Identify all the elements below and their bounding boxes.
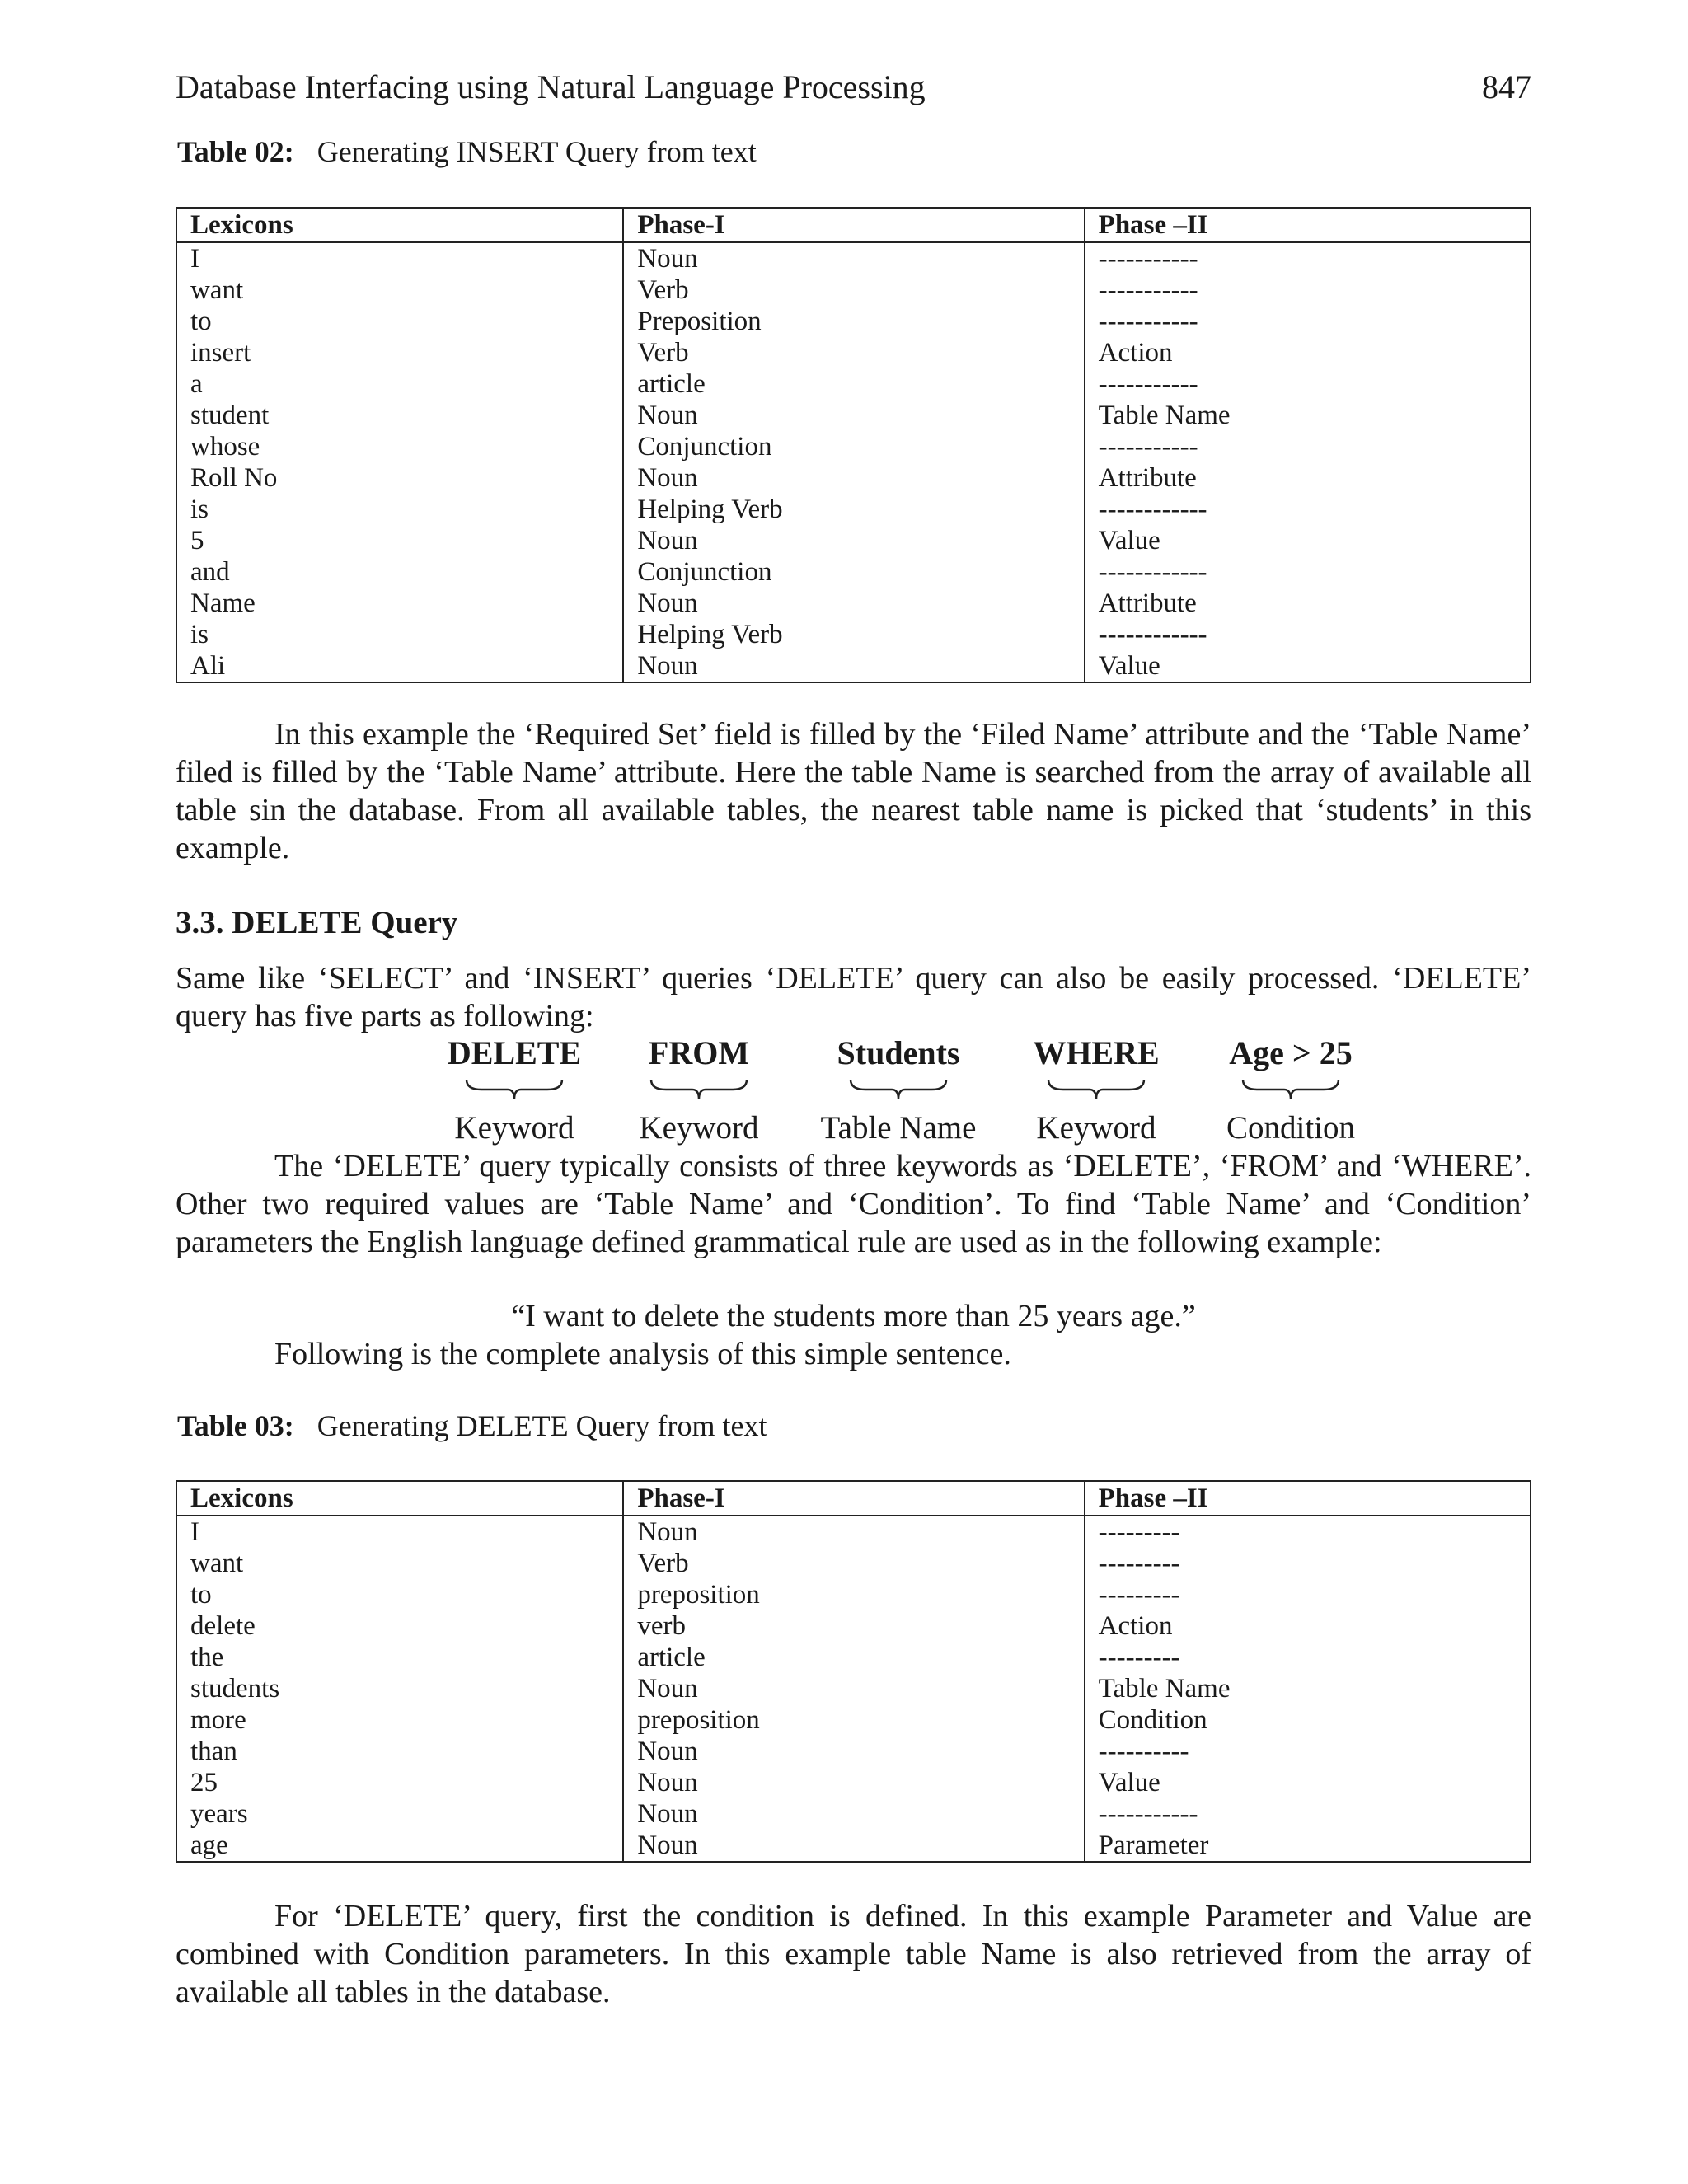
- table03-label: Table 03:: [177, 1409, 294, 1442]
- cell-phase-1: Conjunction: [623, 431, 1084, 462]
- cell-phase-2: -----------: [1085, 306, 1531, 337]
- cell-lexicon: years: [176, 1798, 623, 1830]
- paragraph-delete-keywords: The ‘DELETE’ query typically consists of three keywords as ‘DELETE’, ‘FROM’ and ‘WHERE’. Other two required values are ‘Table Name’ and ‘Condition’. To find ‘Table Name’ and ‘Condition’ parameters the English language defined grammatical rule are used as in the following example:: [176, 1149, 1531, 1259]
- cell-phase-1: verb: [623, 1610, 1084, 1642]
- table-row: [176, 337, 1531, 368]
- delete-query-diagram: [0, 1033, 1688, 1149]
- page-number: 847: [1482, 68, 1531, 105]
- table-row: [176, 650, 1531, 682]
- cell-lexicon: and: [176, 556, 623, 588]
- cell-phase-1: Verb: [623, 337, 1084, 368]
- table02-body: [176, 242, 1531, 682]
- cell-phase-1: Noun: [623, 1516, 1084, 1548]
- cell-lexicon: a: [176, 368, 623, 400]
- cell-phase-2: ----------: [1085, 1736, 1531, 1767]
- cell-phase-2: -----------: [1085, 274, 1531, 306]
- table-row: [176, 1579, 1531, 1610]
- query-part: [608, 1033, 790, 1147]
- query-word: Age > 25: [1229, 1034, 1353, 1071]
- table03-caption-text: Generating DELETE Query from text: [316, 1409, 767, 1442]
- cell-lexicon: want: [176, 274, 623, 306]
- cell-lexicon: to: [176, 306, 623, 337]
- cell-phase-2: Parameter: [1085, 1830, 1531, 1862]
- table-row: [176, 1798, 1531, 1830]
- table-row: [176, 556, 1531, 588]
- cell-lexicon: insert: [176, 337, 623, 368]
- cell-phase-2: Value: [1085, 1767, 1531, 1798]
- underbrace-icon: [1047, 1078, 1146, 1103]
- query-word: Students: [837, 1034, 960, 1071]
- cell-phase-1: Noun: [623, 242, 1084, 274]
- cell-lexicon: want: [176, 1548, 623, 1579]
- table-row: [176, 400, 1531, 431]
- cell-phase-2: Condition: [1085, 1704, 1531, 1736]
- column-header-lexicons: Lexicons: [176, 208, 623, 242]
- table02-caption: [177, 134, 757, 170]
- cell-lexicon: the: [176, 1642, 623, 1673]
- cell-phase-1: article: [623, 1642, 1084, 1673]
- query-role: Keyword: [1036, 1110, 1156, 1146]
- table-row: [176, 1830, 1531, 1862]
- underbrace-icon: [465, 1078, 564, 1103]
- example-sentence: “I want to delete the students more than 25 years age.”: [511, 1299, 1196, 1333]
- table02: [176, 207, 1531, 683]
- cell-lexicon: age: [176, 1830, 623, 1862]
- cell-phase-2: Value: [1085, 525, 1531, 556]
- cell-lexicon: to: [176, 1579, 623, 1610]
- underbrace-icon: [849, 1078, 948, 1103]
- table03-body: [176, 1516, 1531, 1862]
- cell-phase-1: Noun: [623, 525, 1084, 556]
- cell-phase-1: Noun: [623, 462, 1084, 494]
- cell-lexicon: I: [176, 242, 623, 274]
- cell-phase-1: Preposition: [623, 306, 1084, 337]
- table-row: [176, 1736, 1531, 1767]
- cell-phase-1: Conjunction: [623, 556, 1084, 588]
- cell-phase-2: ---------: [1085, 1548, 1531, 1579]
- cell-lexicon: 5: [176, 525, 623, 556]
- query-word: WHERE: [1033, 1034, 1160, 1071]
- cell-phase-2: Attribute: [1085, 462, 1531, 494]
- paragraph-delete-condition: For ‘DELETE’ query, first the condition is defined. In this example Parameter and Value are combined with Condition parameters. In this example table Name is also retrieved from the array of available all tables in the database.: [176, 1899, 1531, 2009]
- cell-phase-2: ------------: [1085, 619, 1531, 650]
- cell-lexicon: I: [176, 1516, 623, 1548]
- column-header-phase-2: Phase –II: [1085, 208, 1531, 242]
- table-row: [176, 431, 1531, 462]
- query-part: [808, 1033, 989, 1147]
- table-header-row: [176, 208, 1531, 242]
- table-row: [176, 242, 1531, 274]
- cell-phase-1: Noun: [623, 588, 1084, 619]
- cell-phase-1: Helping Verb: [623, 619, 1084, 650]
- table-row: [176, 1610, 1531, 1642]
- cell-phase-1: article: [623, 368, 1084, 400]
- query-role: Condition: [1226, 1110, 1356, 1146]
- table-row: [176, 525, 1531, 556]
- cell-phase-2: ------------: [1085, 556, 1531, 588]
- cell-phase-2: ------------: [1085, 494, 1531, 525]
- cell-lexicon: students: [176, 1673, 623, 1704]
- cell-lexicon: more: [176, 1704, 623, 1736]
- cell-lexicon: than: [176, 1736, 623, 1767]
- cell-phase-1: Verb: [623, 1548, 1084, 1579]
- column-header-phase-1: Phase-I: [623, 1481, 1084, 1516]
- query-part: [424, 1033, 605, 1147]
- query-part: [1200, 1033, 1381, 1147]
- running-header: [176, 68, 1531, 107]
- cell-phase-1: Noun: [623, 400, 1084, 431]
- cell-phase-1: Verb: [623, 274, 1084, 306]
- cell-phase-1: preposition: [623, 1704, 1084, 1736]
- table-row: [176, 1548, 1531, 1579]
- query-part: [1006, 1033, 1187, 1147]
- table03: [176, 1480, 1531, 1863]
- query-word: FROM: [648, 1034, 750, 1071]
- query-role: Keyword: [639, 1110, 759, 1146]
- column-header-lexicons: Lexicons: [176, 1481, 623, 1516]
- table-row: [176, 462, 1531, 494]
- query-role: Keyword: [454, 1110, 574, 1146]
- table-row: [176, 1673, 1531, 1704]
- query-word: DELETE: [447, 1034, 582, 1071]
- table-row: [176, 1704, 1531, 1736]
- underbrace-icon: [1241, 1078, 1340, 1103]
- cell-phase-2: -----------: [1085, 368, 1531, 400]
- cell-phase-2: ---------: [1085, 1516, 1531, 1548]
- table-row: [176, 619, 1531, 650]
- paragraph-required-set: In this example the ‘Required Set’ field is filled by the ‘Filed Name’ attribute and the ‘Table Name’ filed is filled by the ‘Table Name’ attribute. Here the table Name is searched from the array of available all table sin the database. From all available tables, the nearest table name is picked that ‘students’ in this example.: [176, 717, 1531, 865]
- table-row: [176, 274, 1531, 306]
- cell-phase-1: Noun: [623, 1767, 1084, 1798]
- cell-lexicon: delete: [176, 1610, 623, 1642]
- cell-phase-1: Noun: [623, 1830, 1084, 1862]
- table-row: [176, 306, 1531, 337]
- section-title: 3.3. DELETE Query: [176, 905, 458, 940]
- cell-phase-1: Noun: [623, 1673, 1084, 1704]
- table-row: [176, 368, 1531, 400]
- query-role: Table Name: [820, 1110, 977, 1146]
- table-row: [176, 588, 1531, 619]
- table-row: [176, 1642, 1531, 1673]
- paragraph-delete-intro: Same like ‘SELECT’ and ‘INSERT’ queries ‘DELETE’ query can also be easily processed. ‘DELETE’ query has five parts as following:: [176, 961, 1531, 1033]
- cell-lexicon: Roll No: [176, 462, 623, 494]
- paragraph-analysis-intro: Following is the complete analysis of this simple sentence.: [274, 1337, 1011, 1371]
- table03-caption: [177, 1408, 767, 1444]
- cell-phase-2: Action: [1085, 337, 1531, 368]
- cell-phase-1: Helping Verb: [623, 494, 1084, 525]
- underbrace-icon: [649, 1078, 748, 1103]
- column-header-phase-2: Phase –II: [1085, 1481, 1531, 1516]
- cell-phase-2: -----------: [1085, 242, 1531, 274]
- cell-phase-1: Noun: [623, 1736, 1084, 1767]
- cell-lexicon: Ali: [176, 650, 623, 682]
- cell-phase-2: ---------: [1085, 1579, 1531, 1610]
- cell-phase-1: preposition: [623, 1579, 1084, 1610]
- cell-phase-2: -----------: [1085, 1798, 1531, 1830]
- table-row: [176, 1516, 1531, 1548]
- cell-phase-2: Action: [1085, 1610, 1531, 1642]
- table-header-row: [176, 1481, 1531, 1516]
- cell-phase-2: Attribute: [1085, 588, 1531, 619]
- cell-phase-2: -----------: [1085, 431, 1531, 462]
- table-row: [176, 494, 1531, 525]
- cell-phase-1: Noun: [623, 650, 1084, 682]
- table-row: [176, 1767, 1531, 1798]
- table02-caption-text: Generating INSERT Query from text: [316, 135, 757, 168]
- cell-lexicon: is: [176, 619, 623, 650]
- cell-phase-2: Value: [1085, 650, 1531, 682]
- running-title: Database Interfacing using Natural Language Processing: [176, 68, 926, 105]
- cell-lexicon: 25: [176, 1767, 623, 1798]
- cell-phase-2: ---------: [1085, 1642, 1531, 1673]
- cell-lexicon: whose: [176, 431, 623, 462]
- table02-label: Table 02:: [177, 135, 294, 168]
- cell-lexicon: is: [176, 494, 623, 525]
- cell-phase-1: Noun: [623, 1798, 1084, 1830]
- cell-lexicon: Name: [176, 588, 623, 619]
- cell-phase-2: Table Name: [1085, 1673, 1531, 1704]
- cell-lexicon: student: [176, 400, 623, 431]
- cell-phase-2: Table Name: [1085, 400, 1531, 431]
- column-header-phase-1: Phase-I: [623, 208, 1084, 242]
